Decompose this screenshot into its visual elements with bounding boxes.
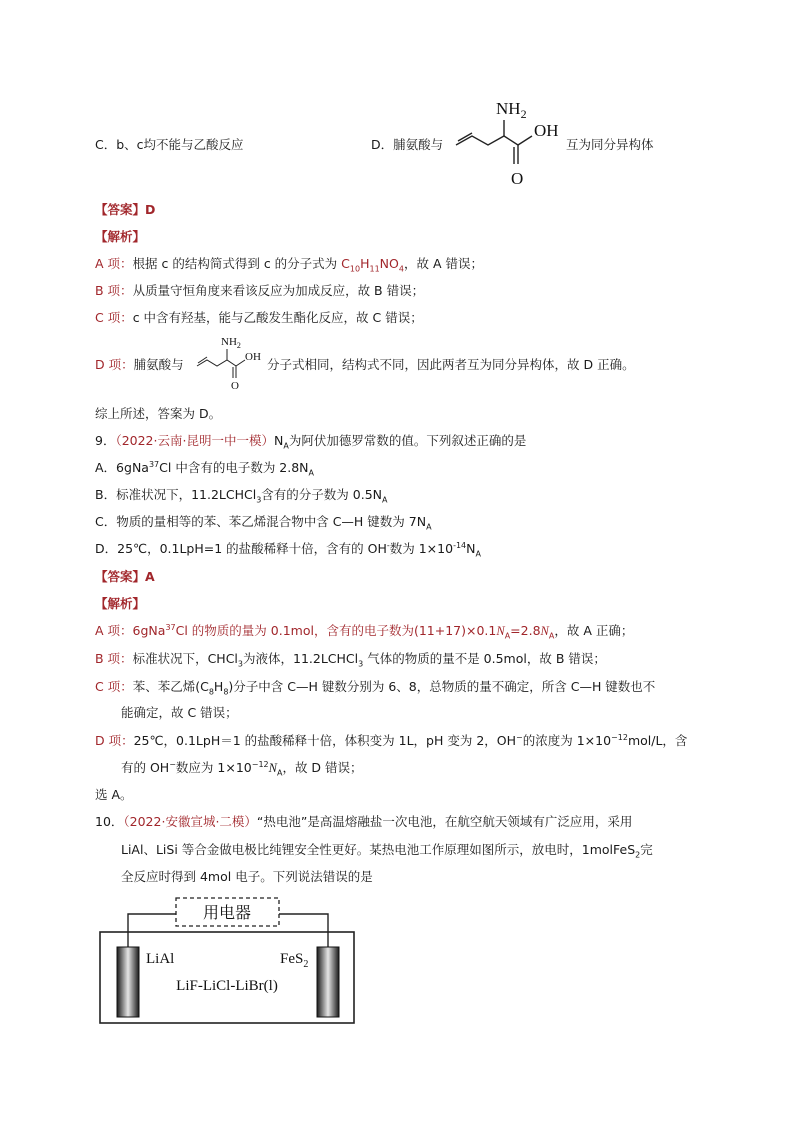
- answer-8: 【答案】D: [95, 202, 156, 217]
- question-9-option-b: B．标准状况下，11.2LCHCl$_3$含有的分子数为 $0.5N_A$: [95, 487, 388, 505]
- carbonyl-o-label-small: O: [231, 380, 239, 391]
- analysis-8-c: C 项：c 中含有羟基，能与乙酸发生酯化反应，故 C 错误；: [95, 310, 423, 325]
- question-9-option-a: A．6gNa$^{37}$Cl 中含有的电子数为 $2.8N_A$: [95, 459, 315, 478]
- question-10-line2: LiAl、LiSi 等合金做电极比纯锂安全性更好。某热电池工作原理如图所示，放电时，1molFeS$_2$完: [121, 842, 653, 860]
- analysis-8-d-suffix: 分子式相同，结构式不同，因此两者互为同分异构体，故 D 正确。: [267, 357, 635, 372]
- analysis-8-a: A 项：根据 c 的结构简式得到 c 的分子式为 $C_{10}H_{11}NO_4$，故 A 错误；: [95, 256, 483, 274]
- proline-isomer-structure-small: [193, 333, 265, 391]
- analysis-9-b: B 项：标准状况下，CHCl$_3$为液体，11.2LCHCl$_3$ 气体的物质的量不是 0.5mol，故 B 错误；: [95, 651, 606, 669]
- nh2-label-small: $NH_2$: [221, 336, 241, 350]
- nh2-label: $NH_2$: [496, 99, 527, 121]
- summary-8: 综上所述，答案为 D。: [95, 406, 222, 421]
- anode-electrode: [117, 947, 139, 1017]
- analysis-9-c-line1: C 项：苯、苯乙烯$(C_8H_8)$分子中含 C—H 键数分别为 6、8，总物质的量不确定，所含 C—H 键数也不: [95, 679, 656, 697]
- electrolyte-label: LiF-LiCl-LiBr(l): [176, 978, 278, 994]
- cathode-electrode: [317, 947, 339, 1017]
- analysis-8-d-prefix: D 项：脯氨酸与: [95, 357, 184, 372]
- analysis-9-a: A 项：6gNa$^{37}$Cl 的物质的量为 0.1mol，含有的电子数为$(11+17)\times 0.1N_A=2.8N_A$，故 A 正确；: [95, 622, 634, 641]
- question-10-line1: 10．（2022·安徽宣城·二模）“热电池”是高温熔融盐一次电池，在航空航天领域有广泛应用，采用: [95, 814, 633, 829]
- option-c: C．b、c均不能与乙酸反应: [95, 137, 244, 152]
- answer-9: 【答案】A: [95, 569, 155, 584]
- selection-9: 选 A。: [95, 787, 133, 802]
- analysis-heading-9: 【解析】: [95, 596, 146, 611]
- oh-label-small: OH: [245, 351, 261, 363]
- proline-isomer-structure: [450, 92, 568, 192]
- question-9-stem: 9．（2022·云南·昆明一中一模）$N_A$为阿伏加德罗常数的值。下列叙述正确的是: [95, 433, 527, 451]
- analysis-9-d-line2: 有的 OH−数应为 $1\times 10^{-12}N_A$，故 D 错误；: [121, 759, 363, 778]
- option-d-prefix: D．脯氨酸与: [371, 137, 444, 152]
- question-10-line3: 全反应时得到 4mol 电子。下列说法错误的是: [121, 869, 373, 884]
- question-9-option-d: D．25℃，0.1LpH=1 的盐酸稀释十倍，含有的 OH-数为 $1\times 10^{-14}N_A$: [95, 540, 481, 559]
- thermal-battery-diagram: [96, 892, 358, 1026]
- analysis-9-c-line2: 能确定，故 C 错误；: [121, 705, 238, 720]
- cathode-label: FeS$_2$: [280, 951, 309, 970]
- oh-label: OH: [534, 121, 559, 140]
- analysis-9-d-line1: D 项：25℃，0.1LpH＝1 的盐酸稀释十倍，体积变为 1L，pH 变为 2，OH−的浓度为 $1\times 10^{-12}mol/L$，含: [95, 732, 688, 748]
- device-label: 用电器: [202, 905, 252, 922]
- option-d-suffix: 互为同分异构体: [566, 137, 654, 152]
- analysis-heading-8: 【解析】: [95, 229, 146, 244]
- question-9-option-c: C．物质的量相等的苯、苯乙烯混合物中含 C—H 键数为 $7N_A$: [95, 514, 432, 532]
- anode-label: LiAl: [146, 951, 175, 967]
- analysis-8-b: B 项：从质量守恒角度来看该反应为加成反应，故 B 错误；: [95, 283, 425, 298]
- carbonyl-o-label: O: [511, 169, 524, 188]
